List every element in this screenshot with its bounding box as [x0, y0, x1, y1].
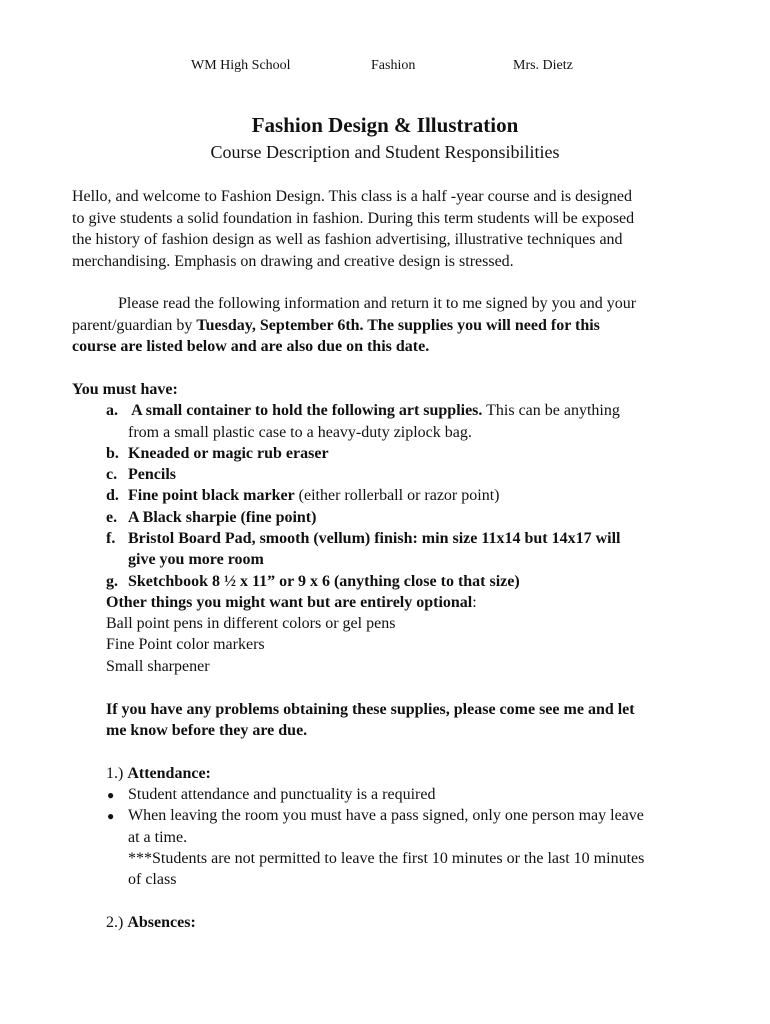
intro-line-3: the history of fashion design as well as fashion advertising, illustrative techniques and: [72, 231, 623, 248]
header-subject: Fashion: [371, 58, 416, 73]
supply-item-label: c.: [106, 466, 118, 483]
supply-item-name: Sketchbook 8 ½ x 11” or 9 x 6 (anything close to that size): [128, 573, 520, 590]
section-heading: Attendance:: [127, 765, 211, 782]
document-subtitle: Course Description and Student Responsibilities: [210, 142, 560, 162]
absences-heading: [106, 912, 196, 934]
supply-item-continuation: give you more room: [128, 551, 264, 568]
section-number: 1.): [106, 765, 128, 782]
attendance-heading: [106, 763, 211, 785]
instructions-line-2: [72, 315, 600, 337]
document-title: Fashion Design & Illustration: [251, 113, 519, 137]
supply-item-name: Bristol Board Pad, smooth (vellum) finish: min size 11x14 but 14x17 will: [128, 530, 621, 547]
optional-heading: [106, 592, 477, 614]
optional-item: Ball point pens in different colors or gel pens: [106, 615, 396, 632]
attendance-bullet-2-line-4: of class: [128, 871, 177, 888]
problems-line-1: If you have any problems obtaining these supplies, please come see me and let: [106, 701, 635, 718]
instructions-line-3: course are listed below and are also due on this date.: [72, 338, 430, 355]
supply-item-note: This can be anything: [482, 402, 620, 419]
section-number: 2.): [106, 914, 128, 931]
supply-item-name: Kneaded or magic rub eraser: [128, 445, 329, 462]
optional-item: Fine Point color markers: [106, 636, 265, 653]
supply-item-continuation: from a small plastic case to a heavy-duty ziplock bag.: [128, 424, 472, 441]
bullet-icon: ●: [107, 809, 115, 823]
instructions-line-2-text: parent/guardian by: [72, 317, 197, 334]
attendance-bullet-1: Student attendance and punctuality is a required: [128, 786, 436, 803]
supply-item: [106, 400, 620, 422]
supply-item: [106, 528, 620, 550]
supply-item-name: A Black sharpie (fine point): [128, 509, 317, 526]
supply-item-label: f.: [106, 530, 116, 547]
supply-item: [106, 507, 316, 529]
intro-line-2: to give students a solid foundation in fashion. During this term students will be exposed: [72, 210, 635, 227]
supply-item-label: b.: [106, 445, 119, 462]
supply-item-name: Pencils: [128, 466, 176, 483]
bullet-icon: ●: [107, 788, 115, 802]
intro-line-4: merchandising. Emphasis on drawing and creative design is stressed.: [72, 253, 514, 270]
supply-item-label: a.: [106, 402, 118, 419]
intro-line-1: Hello, and welcome to Fashion Design. This class is a half -year course and is designed: [72, 188, 633, 205]
section-heading: Absences:: [127, 914, 196, 931]
supply-item-label: d.: [106, 487, 119, 504]
supply-item-note: (either rollerball or razor point): [294, 487, 500, 504]
supply-item: [106, 464, 176, 486]
optional-heading-text: Other things you might want but are entirely optional: [106, 594, 473, 611]
optional-heading-colon: :: [472, 594, 477, 611]
header-teacher: Mrs. Dietz: [513, 58, 573, 73]
supply-item: [106, 571, 520, 593]
supply-item-name: A small container to hold the following art supplies.: [128, 402, 483, 419]
supplies-heading: You must have:: [72, 381, 178, 398]
instructions-line-1: Please read the following information and return it to me signed by you and your: [118, 295, 637, 312]
attendance-bullet-2-line-2: at a time.: [128, 829, 188, 846]
supply-item: [106, 485, 499, 507]
header-school: WM High School: [191, 58, 291, 73]
optional-item: Small sharpener: [106, 658, 210, 675]
attendance-bullet-2-line-1: When leaving the room you must have a pass signed, only one person may leave: [128, 807, 644, 824]
due-date-text: Tuesday, September 6th. The supplies you will need for this: [196, 317, 600, 334]
problems-line-2: me know before they are due.: [106, 722, 308, 739]
supply-item-name: Fine point black marker: [128, 487, 295, 504]
supply-item: [106, 443, 329, 465]
attendance-bullet-2-line-3: ***Students are not permitted to leave the first 10 minutes or the last 10 minutes: [128, 850, 645, 867]
supply-item-label: e.: [106, 509, 118, 526]
supply-item-label: g.: [106, 573, 118, 590]
